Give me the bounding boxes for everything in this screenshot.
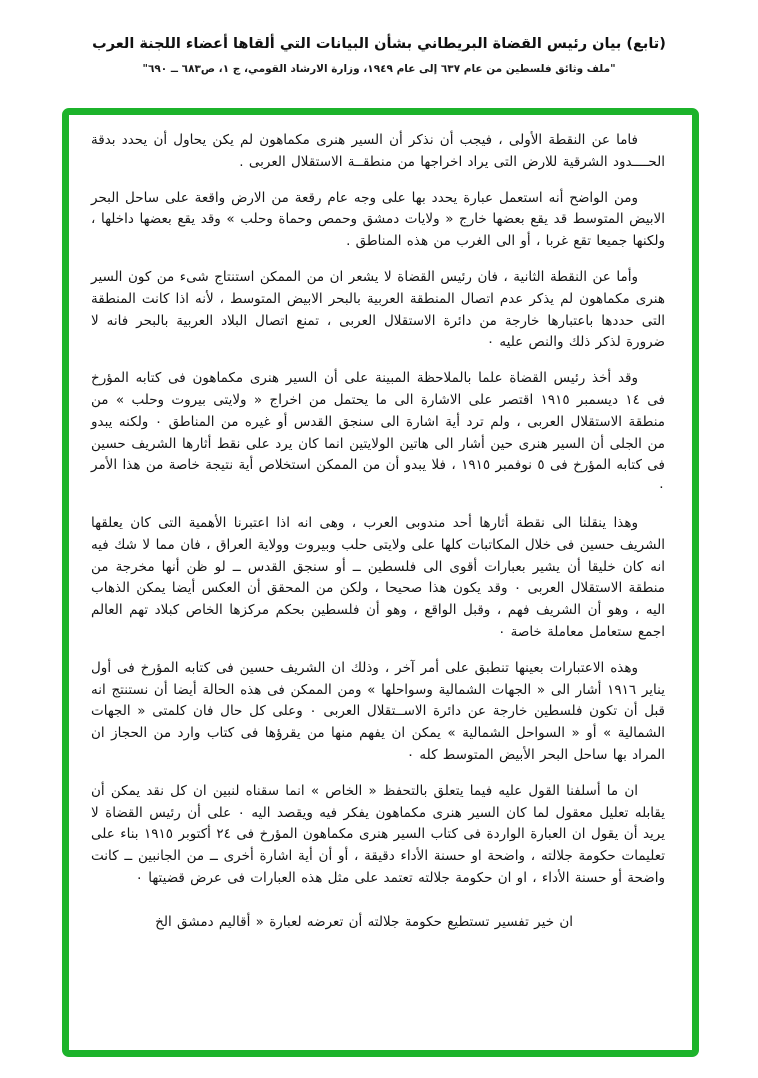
document-title: (تابع) بيان رئيس القضاة البريطاني بشأن البيانات التي ألقاها أعضاء اللجنة العرب — [92, 36, 666, 52]
paragraph-2: ومن الواضح أنه استعمل عبارة يحدد بها على وجه عام رقعة من الارض واقعة على ساحل البحر الابيض المتوسط قد يقع بعضها خارج « ولايات دمشق وحمص وحماة وحلب » وقد يقع بعضها داخلها ، ولكنها جميعا تقع غربا ، أو الى الغرب من هذه المناطق . — [91, 189, 665, 250]
document-header — [0, 36, 758, 75]
closing-line: ان خير تفسير تستطيع حكومة جلالته أن تعرضه لعبارة « أقاليم دمشق الخ — [155, 913, 573, 930]
paragraph-5: وهذا ينقلنا الى نقطة أثارها أحد مندوبى العرب ، وهى انه اذا اعتبرنا الأهمية التى كان يعلقها الشريف حسين فى خلال المكاتبات كلها على ولايتى حلب وبيروت وولاية العراق ، فان مما لا شك فيه انه كان خليقا أن يشير بعبارات أقوى الى فلسطين ــ أو سنجق القدس ــ لو ظن أنها مخرجة من منطقة الاستقلال العربى ٠ وقد يكون هذا صحيحا ، ولكن من المحقق أن العكس أيضا يمكن الذهاب اليه ، وهو أن الشريف فهم ، وقبل الواقع ، وهو أن فلسطين بحكم مركزها الخاص كبلاد تهم العالم اجمع ستعامل معاملة خاصة ٠ — [91, 514, 666, 640]
paragraph-7: ان ما أسلفنا القول عليه فيما يتعلق بالتحفظ « الخاص » انما سقناه لنبين ان كل نقد يمكن أن يقابله تعليل معقول لما كان السير هنرى مكماهون يفكر فيه ويقصد اليه ٠ على أن رئيس القضاة لا يريد أن يقول ان العبارة الواردة فى كتاب السير هنرى مكماهون المؤرخ فى ٢٤ أكتوبر ١٩١٥ بناء على تعليمات حكومة جلالته ، واضحة او حسنة الأداء دقيقة ، أو أن أية اشارة أخرى ــ من الجانبين ــ كانت واضحة أو حسنة الأداء ، او ان حكومة جلالته تعتمد على مثل هذه العبارات فى عرض قضيتها ٠ — [91, 782, 665, 886]
paragraph-1: فاما عن النقطة الأولى ، فيجب أن نذكر أن السير هنرى مكماهون لم يكن يحاول أن يحدد بدقة الحــــدود الشرقية للارض التى يراد اخراجها من منطقــة الاستقلال العربى . — [91, 132, 665, 170]
paragraph-3: وأما عن النقطة الثانية ، فان رئيس القضاة لا يشعر ان من الممكن استنتاج شىء من كون السير هنرى مكماهون لم يذكر عدم اتصال المنطقة العربية بالبحر الابيض المتوسط ، لأنه اذا كانت المنطقة التى حددها باعتبارها خارجة من دائرة الاستقلال العربى ، تمنع اتصال البلاد العربية بالبحر فانه لا ضرورة لذكر ذلك والنص عليه ٠ — [91, 268, 665, 351]
paragraph-4: وقد أخذ رئيس القضاة علما بالملاحظة المبينة على أن السير هنرى مكماهون فى كتابه المؤرخ فى ١٤ ديسمبر ١٩١٥ اقتصر على الاشارة الى ما يحتمل من اخراج « ولايتى بيروت وحلب » من منطقة الاستقلال العربى ، ولم ترد أية اشارة الى سنجق القدس أو غيره من المناطق ٠ ولكنه يبدو من الجلى أن السير هنرى حين أشار الى هاتين الولايتين انما كان يرد على نقط أثارها الشريف حسين فى كتابه المؤرخ فى ٥ نوفمبر ١٩١٥ ، فلا يبدو أن من الممكن استخلاص أية نتيجة خاصة من هذا الأمر ٠ — [91, 370, 665, 496]
highlight-border-box — [62, 108, 699, 1057]
paragraph-6: وهذه الاعتبارات بعينها تنطبق على أمر آخر ، وذلك ان الشريف حسين فى كتابه المؤرخ فى أول يناير ١٩١٦ أشار الى « الجهات الشمالية وسواحلها » ومن الممكن فى هذه الحالة أيضا أن نستنتج انه قبل أن تكون فلسطين خارجة عن دائرة الاســتقلال العربى ٠ وعلى كل حال فان كلمتى « الجهات الشمالية » أو « السواحل الشمالية » يمكن ان يفهم منها من يقرؤها فى كتاب وارد من الحجاز ان المراد بها ساحل البحر الأبيض المتوسط كله ٠ — [91, 659, 665, 763]
document-body — [69, 115, 692, 1050]
document-source-citation: "ملف وثائق فلسطين من عام ٦٣٧ إلى عام ١٩٤٩، وزارة الارشاد القومي، ج ١، ص٦٨٣ ــ ٦٩٠" — [142, 63, 616, 75]
